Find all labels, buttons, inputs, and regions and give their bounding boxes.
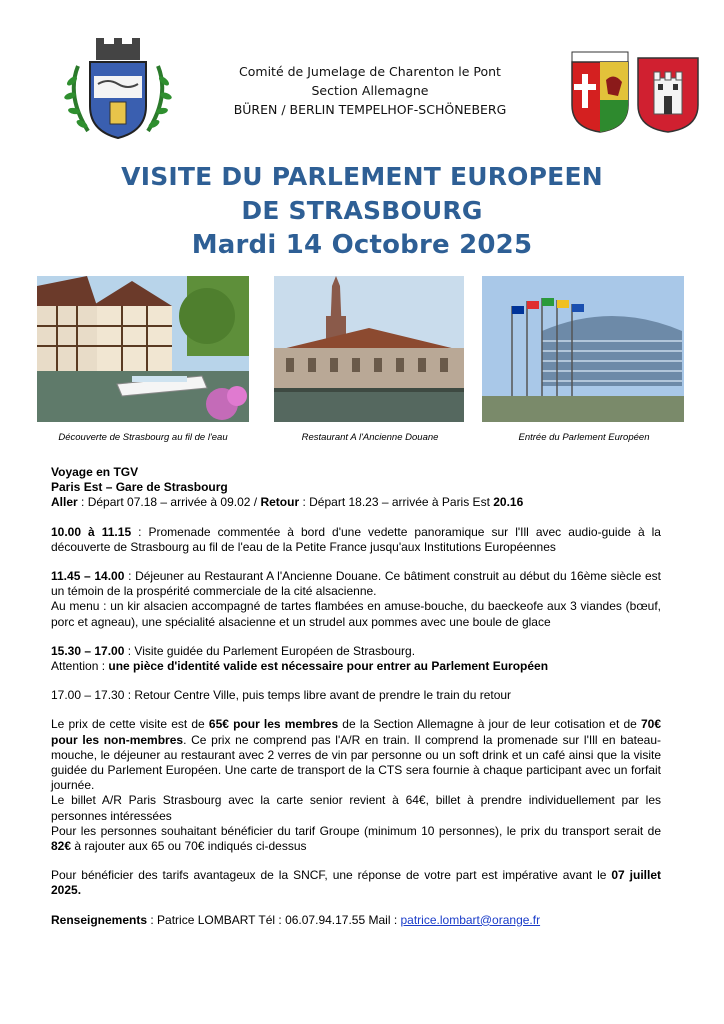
committee-name: Comité de Jumelage de Charenton le Pont [239, 64, 501, 79]
caption-petite-france: Découverte de Strasbourg au fil de l'eau [58, 432, 228, 443]
trip-mode: Voyage en TGV [51, 465, 139, 479]
title-line-2: DE STRASBOURG [241, 196, 483, 225]
deadline-info: Pour bénéficier des tarifs avantageux de la SNCF, une réponse de votre part est impérative avant le 07 juillet 2025. [51, 868, 661, 898]
program-boat: 10.00 à 11.15 : Promenade commentée à bord d'une vedette panoramique sur l'Ill avec audio-guide à la découverte de Strasbourg au fil de l'eau de la Petite France jusqu'aux Institutions Européennes [51, 524, 661, 554]
program-attention: Attention : une pièce d'identité valide est nécessaire pour entrer au Parlement Européen [51, 659, 549, 674]
photo-ancienne-douane [274, 276, 464, 422]
photo-parlement-europeen [482, 276, 684, 422]
program-menu: Au menu : un kir alsacien accompagné de tartes flambées en amuse-bouche, du baeckeofe aux 3 viandes (bœuf, porc et agneau), une spécialité alsacienne et un strudel aux pommes avec une boule de glace [51, 599, 661, 629]
program-return: 17.00 – 17.30 : Retour Centre Ville, puis temps libre avant de prendre le train du retour [51, 688, 512, 703]
program-lunch: 11.45 – 14.00 : Déjeuner au Restaurant A l'Ancienne Douane. Ce bâtiment construit au début du 16ème siècle est un témoin de la prospérité commerciale de la cité alsacienne. [51, 569, 661, 599]
event-title [0, 160, 724, 262]
header-block [190, 62, 550, 119]
email-link[interactable]: patrice.lombart@orange.fr [400, 912, 541, 927]
train-ticket-info: Le billet A/R Paris Strasbourg avec la carte senior revient à 64€, billet à prendre individuellement par les personnes intéressées [51, 793, 661, 823]
title-line-1: VISITE DU PARLEMENT EUROPEEN [121, 162, 603, 191]
bueren-crest-icon [638, 58, 698, 132]
partner-crests [570, 50, 700, 134]
trip-route: Paris Est – Gare de Strasbourg [51, 480, 228, 495]
section-name: Section Allemagne [311, 83, 429, 98]
photo-petite-france [37, 276, 249, 422]
group-rate-info: Pour les personnes souhaitant bénéficier du tarif Groupe (minimum 10 personnes), le prix du transport serait de 82€ à rajouter aux 65 ou 70€ indiqués ci-dessus [51, 823, 661, 854]
trip-times: Aller : Départ 07.18 – arrivée à 09.02 / Retour : Départ 18.23 – arrivée à Paris Est 20.16 [51, 495, 524, 510]
body-text [51, 465, 661, 942]
tempelhof-crest-icon [572, 52, 628, 132]
contact-info: Renseignements : Patrice LOMBART Tél : 06.07.94.17.55 Mail : patrice.lombart@orange.fr [51, 912, 541, 927]
charenton-crest-logo [58, 36, 178, 146]
title-date: Mardi 14 Octobre 2025 [191, 230, 533, 260]
price-info: Le prix de cette visite est de 65€ pour les membres de la Section Allemagne à jour de leur cotisation et de 70€ pour les non-membres. Ce prix ne comprend pas l'A/R en train. Il comprend la promenade sur l'Ill en bateau-mouche, le déjeuner au restaurant avec 2 verres de vin par personne ou un soft drink et un café ainsi que la visite guidée du Parlement Européen. Une carte de transport de la CTS sera fournie à chaque participant avec un forfait journée. [51, 717, 661, 793]
program-visit: 15.30 – 17.00 : Visite guidée du Parlement Européen de Strasbourg. [51, 643, 416, 658]
caption-parlement: Entrée du Parlement Européen [518, 432, 650, 443]
twin-cities: BÜREN / BERLIN TEMPELHOF-SCHÖNEBERG [233, 102, 507, 117]
caption-ancienne-douane: Restaurant A l'Ancienne Douane [301, 432, 439, 443]
